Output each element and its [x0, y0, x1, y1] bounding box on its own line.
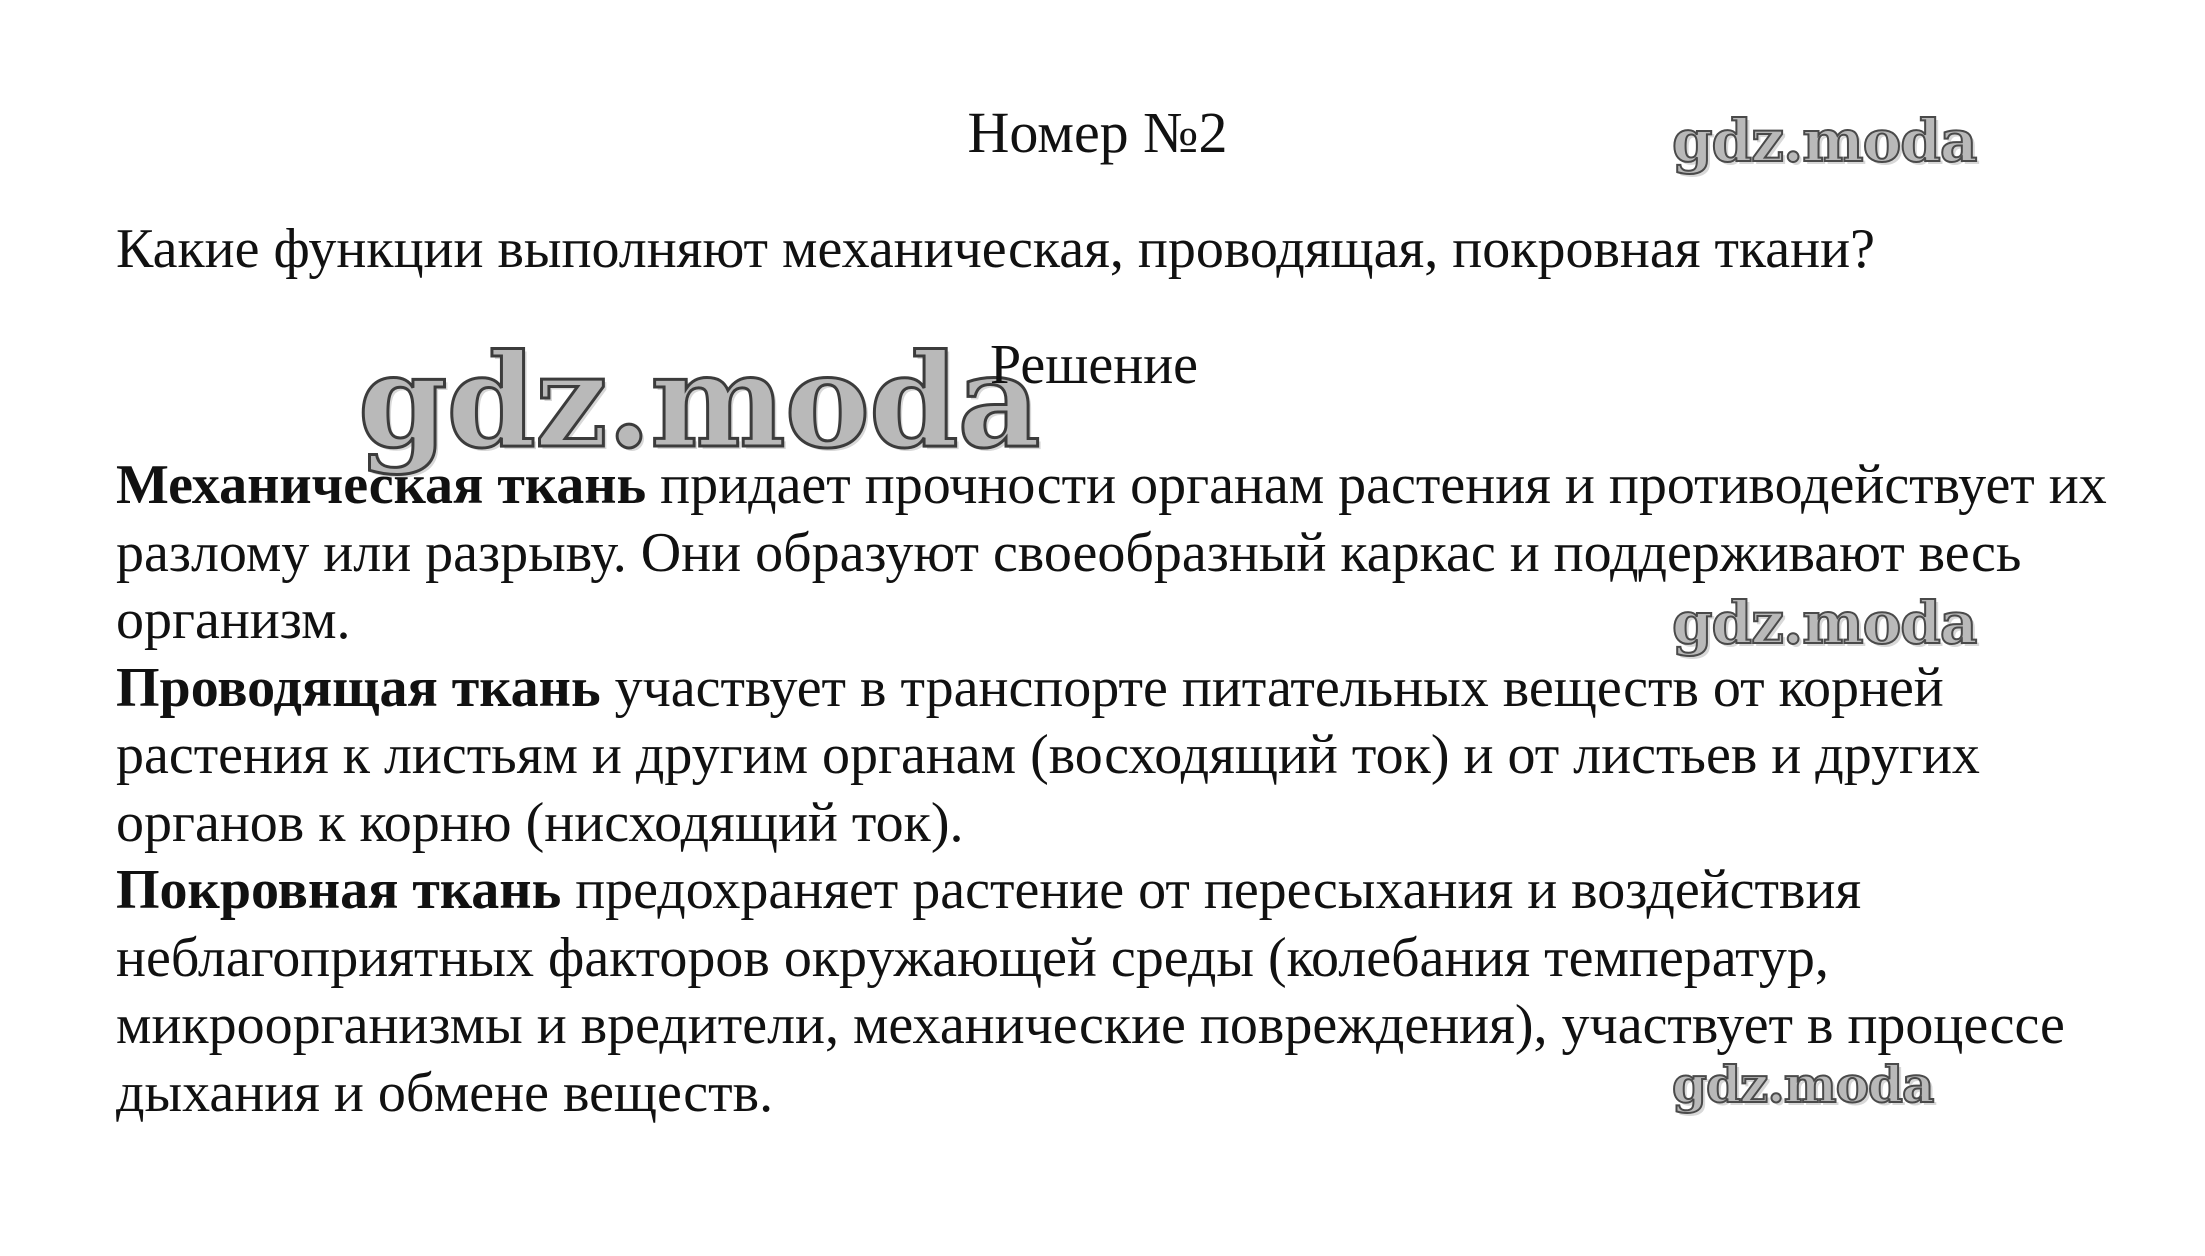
watermark-logo-large: gdz.moda	[358, 327, 1040, 477]
solution-heading: Решение	[990, 334, 1199, 396]
term-mechanical-tissue: Механическая ткань	[116, 454, 647, 516]
term-conductive-tissue: Проводящая ткань	[116, 656, 601, 719]
term-integumentary-tissue: Покровная ткань	[116, 859, 562, 921]
description-mechanical-tissue: придает прочности органам растения и противодействует их разлому или разрыву. Они образуют своеобразный каркас и поддерживают весь организм.	[116, 454, 2107, 651]
answer-body	[116, 452, 2126, 1127]
description-conductive-tissue: участвует в транспорте питательных веществ от корней растения к листьям и другим органам (восходящий ток) и от листьев и других органов к корню (нисходящий ток).	[116, 656, 1980, 854]
page-title: Номер №2	[967, 100, 1228, 165]
watermark-logo-top: gdz.moda	[1672, 107, 1977, 175]
watermark-logo-middle: gdz.moda	[1672, 589, 1977, 657]
watermark-logo-bottom: gdz.moda	[1672, 1055, 1934, 1114]
paragraph-conductive-tissue	[116, 655, 2126, 858]
question-text: Какие функции выполняют механическая, проводящая, покровная ткани?	[116, 218, 1875, 280]
description-integumentary-tissue: предохраняет растение от пересыхания и воздействия неблагоприятных факторов окружающей среды (колебания температур, микроорганизмы и вредители, механические повреждения), участвует в процессе дыхания и обмене веществ.	[116, 859, 2065, 1124]
